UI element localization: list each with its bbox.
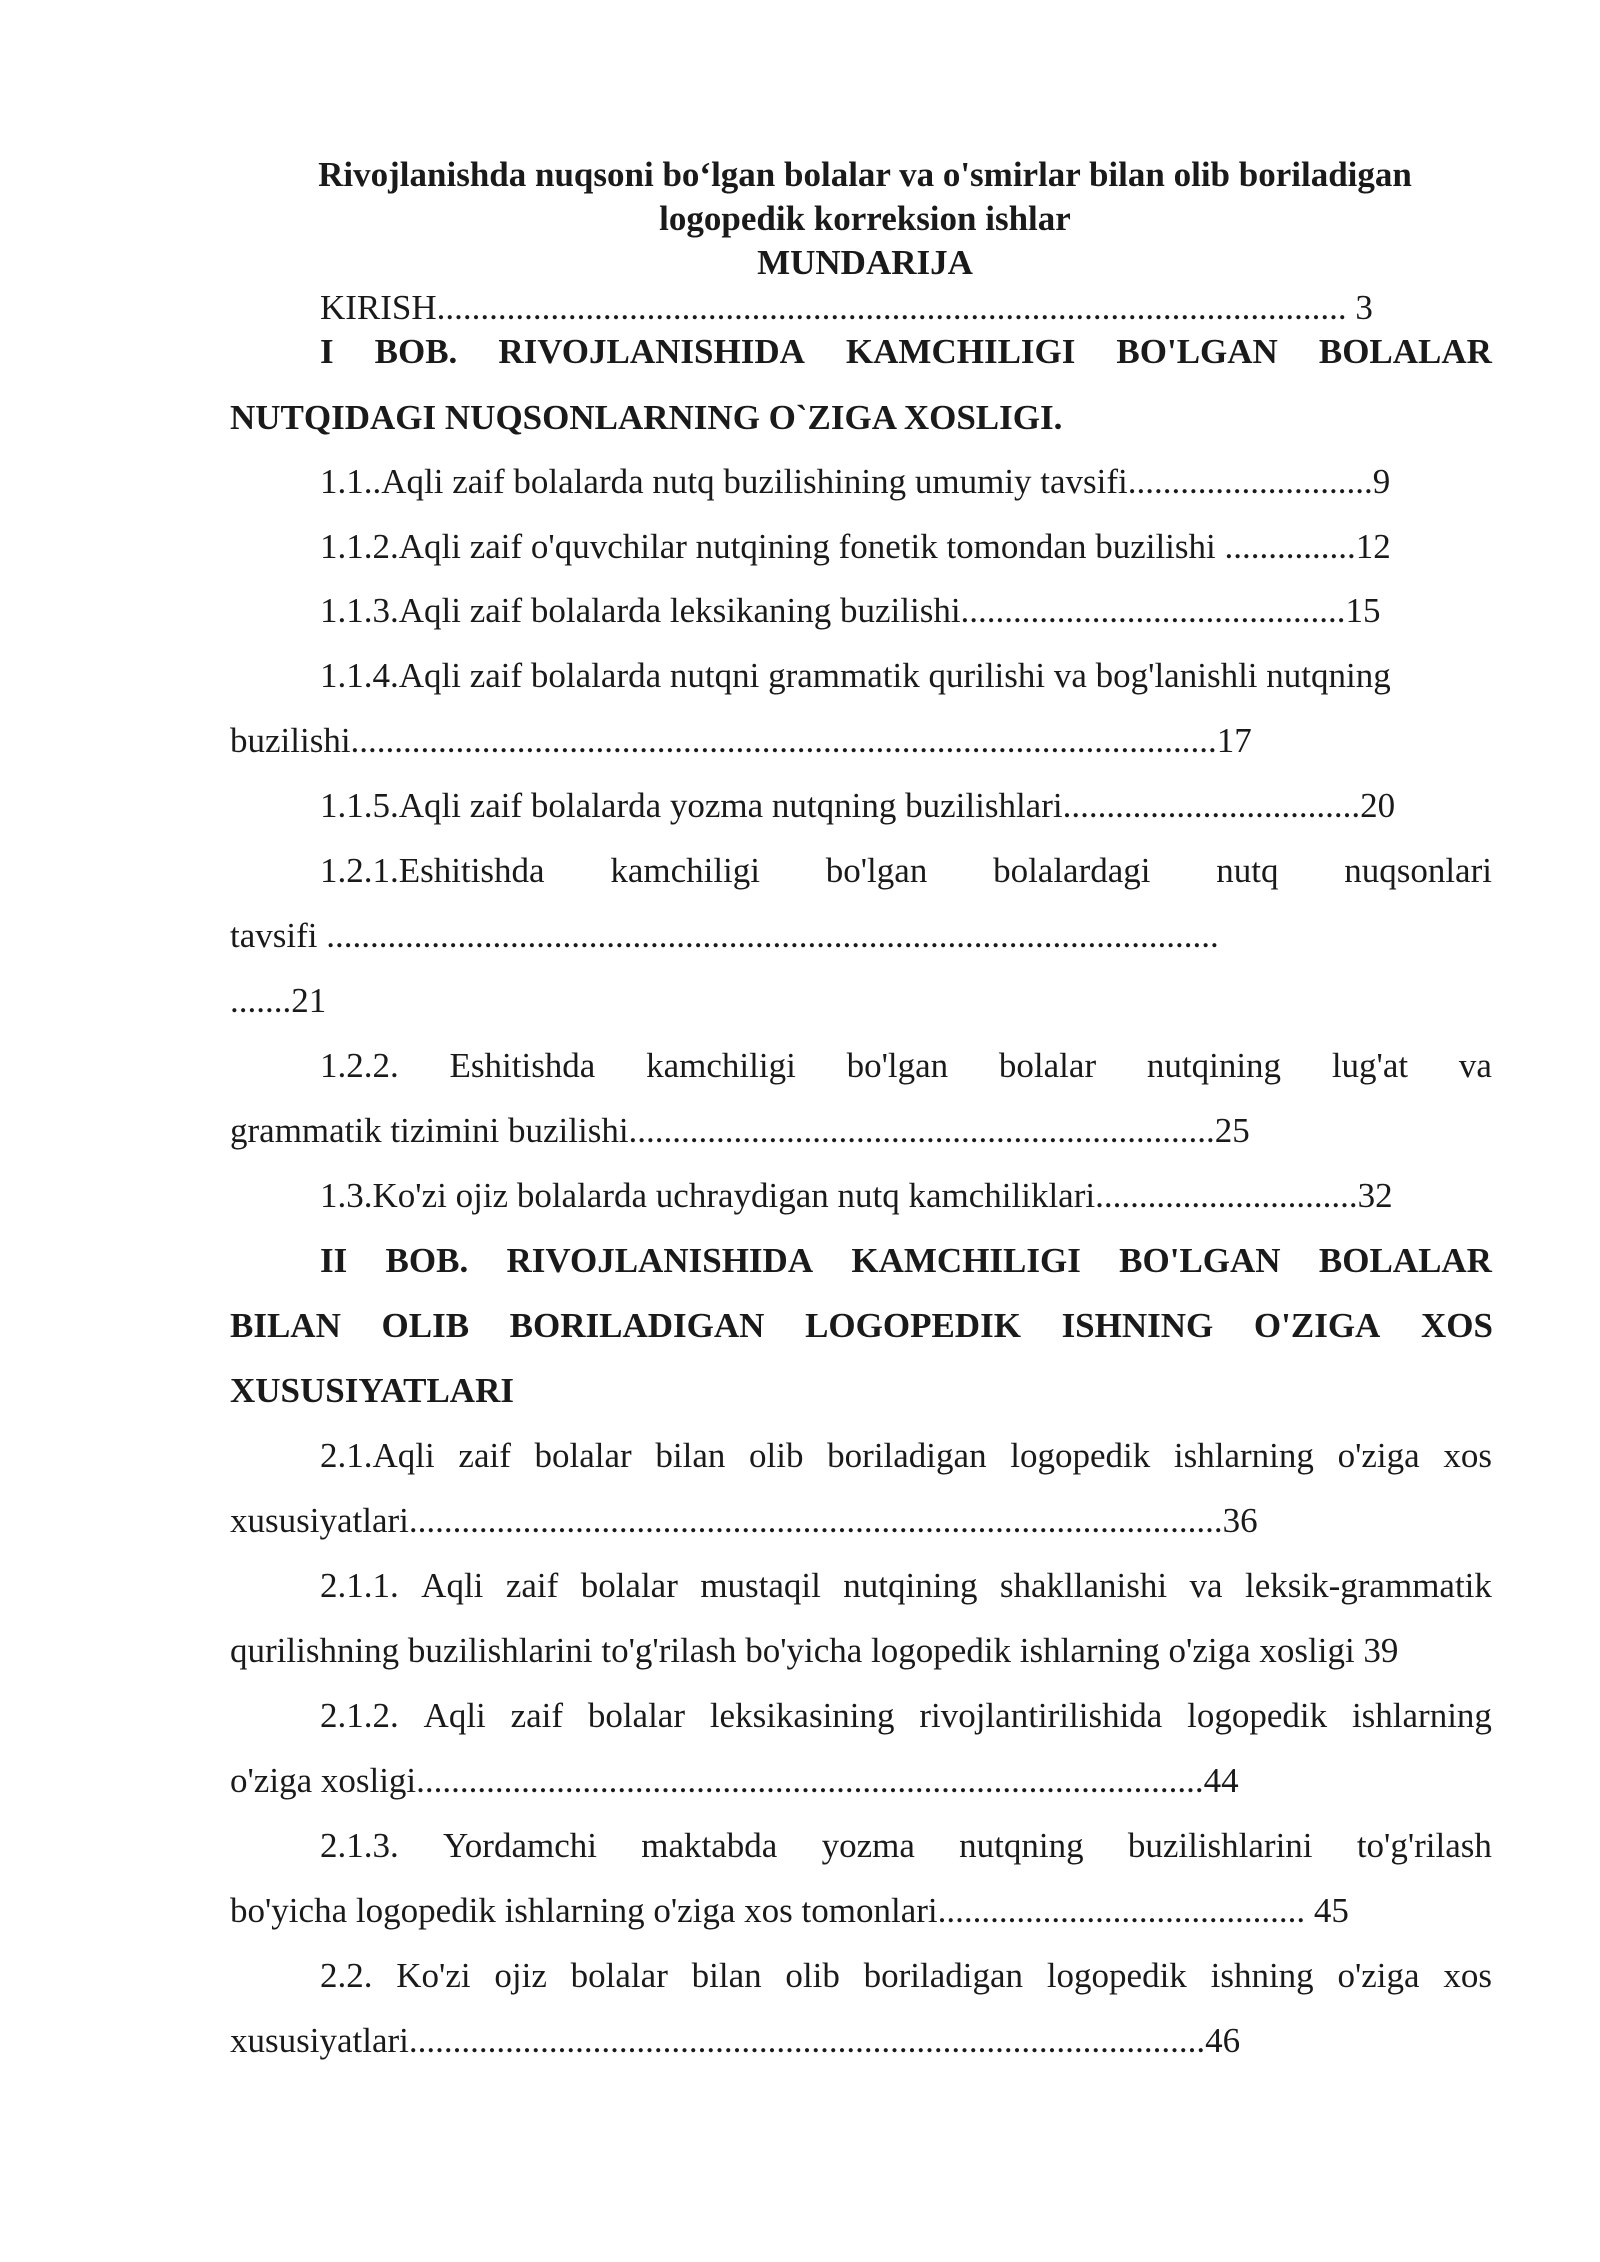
- toc-word: 1.2.2.: [320, 1046, 399, 1085]
- toc-chapter2-line2: [230, 1303, 1493, 1349]
- toc-word: xos: [1443, 1436, 1492, 1475]
- toc-word: KAMCHILIGI: [851, 1241, 1081, 1280]
- toc-word: olib: [749, 1436, 804, 1475]
- toc-word: boriladigan: [827, 1436, 987, 1475]
- toc-entry-2-1-1-line1: [320, 1563, 1492, 1609]
- toc-word: yozma: [821, 1826, 915, 1865]
- toc-word: bolalardagi: [993, 851, 1151, 890]
- toc-word: nutq: [1216, 851, 1279, 890]
- toc-word: 2.1.Aqli: [320, 1436, 435, 1475]
- toc-word: KAMCHILIGI: [845, 332, 1076, 371]
- toc-word: kamchiligi: [646, 1046, 796, 1085]
- toc-word: leksikasining: [709, 1696, 895, 1735]
- toc-entry-1-2-2-line2: grammatik tizimini buzilishi...................................................................25: [230, 1111, 1250, 1150]
- toc-word: XOS: [1420, 1306, 1493, 1345]
- toc-word: ojiz: [494, 1956, 547, 1995]
- toc-word: BILAN: [230, 1306, 341, 1345]
- toc-word: lug'at: [1331, 1046, 1409, 1085]
- toc-word: 2.1.2.: [320, 1696, 399, 1735]
- toc-word: 1.2.1.Eshitishda: [320, 851, 545, 890]
- toc-word: Aqli: [423, 1696, 486, 1735]
- toc-word: rivojlantirilishida: [919, 1696, 1163, 1735]
- toc-entry-1-2-1-line2: tavsifi ......................................................................................................: [230, 916, 1219, 955]
- toc-word: va: [1458, 1046, 1492, 1085]
- toc-chapter1-line1: [320, 329, 1492, 375]
- toc-entry-kirish: KIRISH........................................................................................................ 3: [320, 288, 1373, 327]
- toc-word: nutqining: [843, 1566, 978, 1605]
- toc-word: Yordamchi: [443, 1826, 597, 1865]
- toc-word: BOB.: [374, 332, 458, 371]
- toc-entry-1-2-1-line3: .......21: [230, 981, 327, 1020]
- toc-entry-2-2-line2: xususiyatlari...........................................................................................46: [230, 2021, 1241, 2060]
- toc-word: O'ZIGA: [1253, 1306, 1381, 1345]
- toc-word: RIVOJLANISHIDA: [498, 332, 805, 371]
- toc-entry-1-1-4-line2: buzilishi...................................................................................................17: [230, 721, 1252, 760]
- toc-word: Aqli: [421, 1566, 484, 1605]
- toc-word: OLIB: [381, 1306, 470, 1345]
- toc-entry-2-1-line1: [320, 1433, 1492, 1479]
- document-title-line2: logopedik korreksion ishlar: [659, 199, 1071, 238]
- toc-word: maktabda: [641, 1826, 778, 1865]
- toc-word: bilan: [691, 1956, 762, 1995]
- toc-entry-1-3: 1.3.Ko'zi ojiz bolalarda uchraydigan nutq kamchiliklari..............................32: [320, 1176, 1393, 1215]
- toc-word: logopedik: [1187, 1696, 1328, 1735]
- toc-word: xos: [1443, 1956, 1492, 1995]
- toc-chapter2-line1: [320, 1238, 1492, 1284]
- toc-word: bolalar: [570, 1956, 668, 1995]
- toc-word: 2.2.: [320, 1956, 373, 1995]
- toc-word: bilan: [655, 1436, 726, 1475]
- toc-entry-2-2-line1: [320, 1953, 1492, 1999]
- toc-word: bolalar: [998, 1046, 1097, 1085]
- toc-entry-2-1-line2: xususiyatlari.............................................................................................36: [230, 1501, 1258, 1540]
- toc-word: kamchiligi: [610, 851, 761, 890]
- toc-entry-2-1-3-line1: [320, 1823, 1492, 1869]
- toc-word: to'g'rilash: [1356, 1826, 1492, 1865]
- toc-entry-1-1-5: 1.1.5.Aqli zaif bolalarda yozma nutqning buzilishlari..................................20: [320, 786, 1396, 825]
- toc-entry-2-1-3-line2: bo'yicha logopedik ishlarning o'ziga xos tomonlari.......................................... 45: [230, 1891, 1349, 1930]
- toc-entry-1-1-2: 1.1.2.Aqli zaif o'quvchilar nutqining fonetik tomondan buzilishi ...............12: [320, 527, 1391, 566]
- toc-word: olib: [785, 1956, 840, 1995]
- toc-word: Eshitishda: [449, 1046, 596, 1085]
- toc-chapter2-line3: XUSUSIYATLARI: [230, 1371, 514, 1410]
- toc-entry-2-1-1-line2: qurilishning buzilishlarini to'g'rilash bo'yicha logopedik ishlarning o'ziga xosligi 39: [230, 1631, 1399, 1670]
- toc-word: BOLALAR: [1318, 1241, 1492, 1280]
- toc-word: BOLALAR: [1318, 332, 1492, 371]
- toc-word: boriladigan: [863, 1956, 1024, 1995]
- toc-word: zaif: [505, 1566, 559, 1605]
- toc-word: zaif: [458, 1436, 511, 1475]
- toc-word: va: [1189, 1566, 1223, 1605]
- toc-entry-1-1-4-line1: 1.1.4.Aqli zaif bolalarda nutqni grammatik qurilishi va bog'lanishli nutqning: [320, 656, 1391, 695]
- toc-word: BOB.: [385, 1241, 469, 1280]
- toc-heading: MUNDARIJA: [757, 243, 973, 282]
- toc-word: II: [320, 1241, 348, 1280]
- toc-word: nuqsonlari: [1344, 851, 1492, 890]
- toc-word: nutqning: [959, 1826, 1084, 1865]
- toc-word: bolalar: [580, 1566, 678, 1605]
- toc-word: BO'LGAN: [1119, 1241, 1281, 1280]
- toc-entry-1-1-1: 1.1..Aqli zaif bolalarda nutq buzilishining umumiy tavsifi............................9: [320, 462, 1391, 501]
- toc-word: logopedik: [1046, 1956, 1187, 1995]
- toc-word: shakllanishi: [999, 1566, 1168, 1605]
- toc-word: zaif: [510, 1696, 564, 1735]
- toc-word: logopedik: [1010, 1436, 1151, 1475]
- toc-word: I: [320, 332, 334, 371]
- document-title-line1: Rivojlanishda nuqsoni bo‘lgan bolalar va o'smirlar bilan olib boriladigan: [318, 155, 1412, 194]
- toc-word: bo'lgan: [825, 851, 928, 890]
- toc-word: RIVOJLANISHIDA: [506, 1241, 814, 1280]
- toc-entry-2-1-2-line2: o'ziga xosligi..........................................................................................44: [230, 1761, 1239, 1800]
- toc-entry-2-1-2-line1: [320, 1693, 1492, 1739]
- toc-word: buzilishlarini: [1127, 1826, 1313, 1865]
- toc-word: ishning: [1210, 1956, 1314, 1995]
- toc-word: o'ziga: [1337, 1436, 1420, 1475]
- toc-word: ISHNING: [1061, 1306, 1214, 1345]
- toc-chapter1-line2: NUTQIDAGI NUQSONLARNING O`ZIGA XOSLIGI.: [230, 398, 1063, 437]
- toc-word: bo'lgan: [846, 1046, 949, 1085]
- toc-word: bolalar: [534, 1436, 632, 1475]
- toc-word: nutqining: [1146, 1046, 1282, 1085]
- toc-word: 2.1.3.: [320, 1826, 399, 1865]
- toc-word: leksik-grammatik: [1245, 1566, 1492, 1605]
- toc-word: bolalar: [587, 1696, 686, 1735]
- toc-word: BO'LGAN: [1116, 332, 1278, 371]
- toc-word: Ko'zi: [396, 1956, 471, 1995]
- toc-word: o'ziga: [1337, 1956, 1420, 1995]
- toc-word: ishlarning: [1351, 1696, 1492, 1735]
- toc-entry-1-2-2-line1: [320, 1043, 1492, 1089]
- toc-word: 2.1.1.: [320, 1566, 399, 1605]
- toc-word: LOGOPEDIK: [805, 1306, 1021, 1345]
- toc-word: ishlarning: [1173, 1436, 1314, 1475]
- toc-entry-1-1-3: 1.1.3.Aqli zaif bolalarda leksikaning buzilishi............................................15: [320, 591, 1381, 630]
- toc-entry-1-2-1-line1: [320, 848, 1492, 894]
- toc-word: BORILADIGAN: [509, 1306, 765, 1345]
- toc-word: mustaqil: [700, 1566, 821, 1605]
